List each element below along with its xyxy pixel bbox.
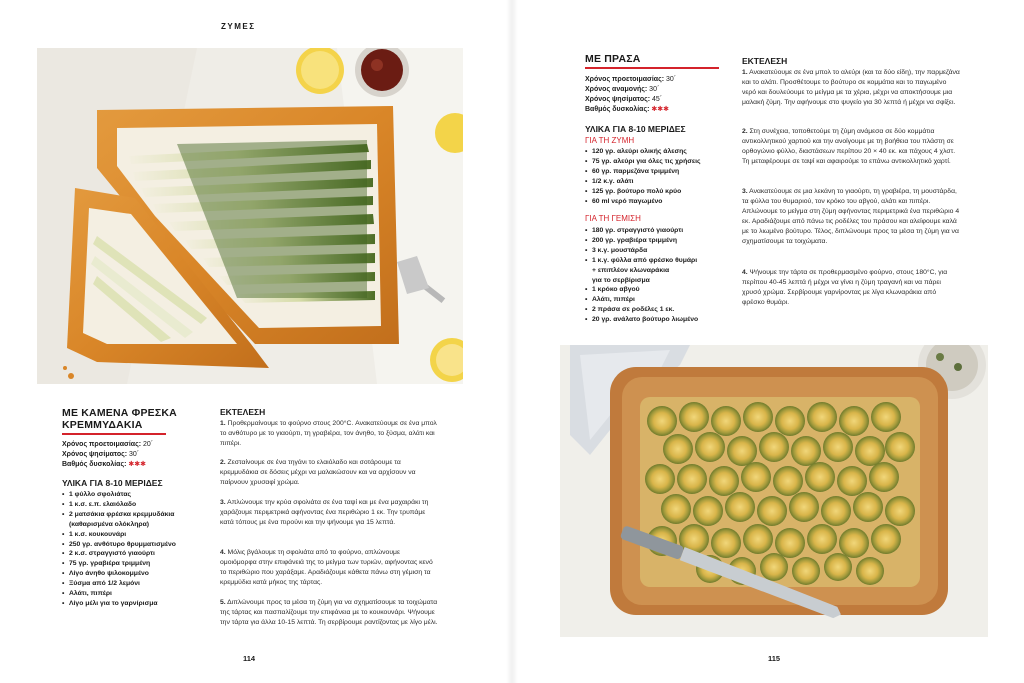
list-item: + επιπλέον κλωναράκια	[592, 266, 670, 274]
dough-ingredients	[585, 147, 701, 206]
recipe-meta	[62, 440, 153, 470]
meta-bake: Χρόνος ψησίματος: 30΄	[62, 451, 140, 458]
list-item: • 75 γρ. αλεύρι για όλες τις χρήσεις	[585, 157, 701, 167]
steps-heading: ΕΚΤΕΛΕΣΗ	[220, 407, 266, 417]
list-item: • 2 πράσα σε ροδέλες 1 εκ.	[585, 305, 698, 315]
list-item: • Λίγο μέλι για το γαρνίρισμα	[62, 599, 176, 609]
meta-difficulty: Βαθμός δυσκολίας: ✱✱✱	[585, 106, 670, 113]
step-2: 2. Στη συνέχεια, τοποθετούμε τη ζύμη ανάμεσα σε δύο κομμάτια αντικολλητικού χαρτιού και την ανοίγουμε με τη βοήθεια του πλάστη σε ορθογώνιο φύλλο, διαστάσεων περίπου 20 × 40 εκ. και πάχους 4 χλστ. Τη μεταφέρουμε σε ταψί και αφαιρούμε το επάνω αντικολλητικό χαρτί.	[742, 128, 956, 165]
ingredients-heading: ΥΛΙΚΑ ΓΙΑ 8-10 ΜΕΡΙΔΕΣ	[62, 478, 163, 488]
list-item: • 180 γρ. στραγγιστό γιαούρτι	[585, 226, 698, 236]
step-1: 1. Ανακατεύουμε σε ένα μπολ το αλεύρι (και τα δύο είδη), την παρμεζάνα και το αλάτι. Προσθέτουμε το βούτυρο σε κομμάτια και το παγωμένο νερό και δουλεύουμε το μείγμα με τα χέρια, μέχρι να αποκτήσουμε μια μαλακή ζύμη. Την αφήνουμε στο ψυγείο για 30 λεπτά ή μέχρι να σφίξει.	[742, 69, 960, 106]
ingredients-list	[62, 490, 176, 609]
meta-prep: Χρόνος προετοιμασίας: 20΄	[62, 441, 154, 448]
step-3: 3. Ανακατεύουμε σε μια λεκάνη το γιαούρτι, τη γραβιέρα, τη μουστάρδα, τα φύλλα του θυμαριού, τον κρόκο του αβγού, αλάτι και πιπέρι. Απλώνουμε το μείγμα στη ζύμη αφήνοντας περιμετρικά ένα περιθώριο 4 εκ. Αραδιάζουμε από πάνω τις ροδέλες του πράσου και αλείφουμε καλά με το λιωμένο βούτυρο. Τέλος, διπλώνουμε προς τα μέσα τη ζύμη για να σχηματίσουμε τα τοιχώματα.	[742, 188, 960, 245]
list-item: • 60 ml νερό παγωμένο	[585, 197, 701, 207]
recipe-title: ΜΕ ΠΡΑΣΑ	[585, 53, 641, 65]
step-5: 5. Διπλώνουμε προς τα μέσα τη ζύμη για να σχηματίσουμε τα τοιχώματα της τάρτας και πασπαλίζουμε την επιφάνεια με το κουκουνάρι. Ψήνουμε την τάρτα για άλλα 10-15 λεπτά. Τη σερβίρουμε ραντίζοντας με λίγο μέλι.	[220, 599, 438, 626]
scallion-tart-illustration	[37, 48, 463, 384]
list-item: • 60 γρ. παρμεζάνα τριμμένη	[585, 167, 701, 177]
title-underline	[585, 67, 719, 69]
section-header: ΖΥΜΕΣ	[221, 22, 256, 31]
page-number-left: 114	[243, 654, 256, 663]
list-item: • Αλάτι, πιπέρι	[585, 295, 698, 305]
list-item: • Αλάτι, πιπέρι	[62, 589, 176, 599]
list-item: • 120 γρ. αλεύρι ολικής άλεσης	[585, 147, 701, 157]
list-item: • 1 κ.σ. ε.π. ελαιόλαδο	[62, 500, 176, 510]
list-item: • 3 κ.γ. μουστάρδα	[585, 246, 698, 256]
recipe-meta	[585, 75, 676, 115]
steps-heading: ΕΚΤΕΛΕΣΗ	[742, 56, 788, 66]
list-item: για το σερβίρισμα	[592, 276, 650, 284]
list-item: • 2 ματσάκια φρέσκα κρεμμυδάκια	[62, 510, 176, 520]
list-item: • 75 γρ. γραβιέρα τριμμένη	[62, 559, 176, 569]
leek-tart-photo	[560, 345, 988, 637]
list-item: • 1/2 κ.γ. αλάτι	[585, 177, 701, 187]
meta-prep: Χρόνος προετοιμασίας: 30΄	[585, 76, 677, 83]
list-item: (καθαρισμένα ολόκληρα)	[69, 520, 150, 528]
step-1: 1. Προθερμαίνουμε το φούρνο στους 200°C. Ανακατεύουμε σε ένα μπολ το ανθότυρο με το γιαούρτι, τη γραβιέρα, τον άνηθο, το ξύσμα, αλάτι και πιπέρι.	[220, 420, 437, 447]
meta-difficulty: Βαθμός δυσκολίας: ✱✱✱	[62, 461, 147, 468]
list-item: • 250 γρ. ανθότυρο θρυμματισμένο	[62, 540, 176, 550]
list-item: • 125 γρ. βούτυρο πολύ κρύο	[585, 187, 701, 197]
recipe-title-line2: ΚΡΕΜΜΥΔΑΚΙΑ	[62, 419, 143, 431]
list-item: • 2 κ.σ. στραγγιστό γιαούρτι	[62, 549, 176, 559]
filling-ingredients	[585, 226, 698, 325]
ingredients-heading: ΥΛΙΚΑ ΓΙΑ 8-10 ΜΕΡΙΔΕΣ	[585, 124, 686, 134]
list-item: • 1 κ.γ. φύλλα από φρέσκο θυμάρι	[585, 256, 698, 266]
page-number-right: 115	[768, 654, 781, 663]
list-item: • Ξύσμα από 1/2 λεμόνι	[62, 579, 176, 589]
difficulty-stars: ✱✱✱	[128, 461, 147, 468]
list-item: • 1 φύλλο σφολιάτας	[62, 490, 176, 500]
list-item: • 1 κ.σ. κουκουνάρι	[62, 530, 176, 540]
list-item: • 200 γρ. γραβιέρα τριμμένη	[585, 236, 698, 246]
filling-heading: ΓΙΑ ΤΗ ΓΕΜΙΣΗ	[585, 214, 641, 223]
leek-tart-illustration	[560, 345, 988, 637]
list-item: • 1 κρόκο αβγού	[585, 285, 698, 295]
scallion-tart-photo	[37, 48, 463, 384]
page-gutter	[506, 0, 518, 683]
difficulty-stars: ✱✱✱	[651, 106, 670, 113]
step-4: 4. Μόλις βγάλουμε τη σφολιάτα από το φούρνο, απλώνουμε ομοιόμορφα στην επιφάνειά της το μείγμα των τυριών, αφήνοντας κενό το περιθώριο που χαράξαμε. Αραδιάζουμε κάθετα πάνω στη γέμιση τα κρεμμύδια κατά μήκος της τάρτας.	[220, 549, 433, 586]
meta-rest: Χρόνος αναμονής: 30΄	[585, 86, 660, 93]
recipe-title-line1: ΜΕ ΚΑΜΕΝΑ ΦΡΕΣΚΑ	[62, 407, 177, 419]
list-item: • 20 γρ. ανάλατο βούτυρο λιωμένο	[585, 315, 698, 325]
dough-heading: ΓΙΑ ΤΗ ΖΥΜΗ	[585, 136, 635, 145]
meta-bake: Χρόνος ψησίματος: 45΄	[585, 96, 663, 103]
step-4: 4. Ψήνουμε την τάρτα σε προθερμασμένο φούρνο, στους 180°C, για περίπου 40-45 λεπτά ή μέχρι να γίνει η ζύμη τραγανή και να πάρει χρυσό χρώμα. Σερβίρουμε γαρνίροντας με λίγα κλωναράκια από φρέσκο θυμάρι.	[742, 269, 948, 306]
title-underline	[62, 433, 166, 435]
list-item: • Λίγο άνηθο ψιλοκομμένο	[62, 569, 176, 579]
step-3: 3. Απλώνουμε την κρύα σφολιάτα σε ένα ταψί και με ένα μαχαιράκι τη χαράζουμε περιμετρικά αφήνοντας ένα περιθώριο 1 εκ. Την τρυπάμε κατά τόπους με ένα πιρούνι και την ψήνουμε για 15 λεπτά.	[220, 499, 429, 526]
step-2: 2. Ζεσταίνουμε σε ένα τηγάνι το ελαιόλαδο και σοτάρουμε τα κρεμμυδάκια σε δόσεις μέχρι να μαλακώσουν και να αρχίσουν να παίρνουν χρυσαφί χρώμα.	[220, 459, 416, 486]
